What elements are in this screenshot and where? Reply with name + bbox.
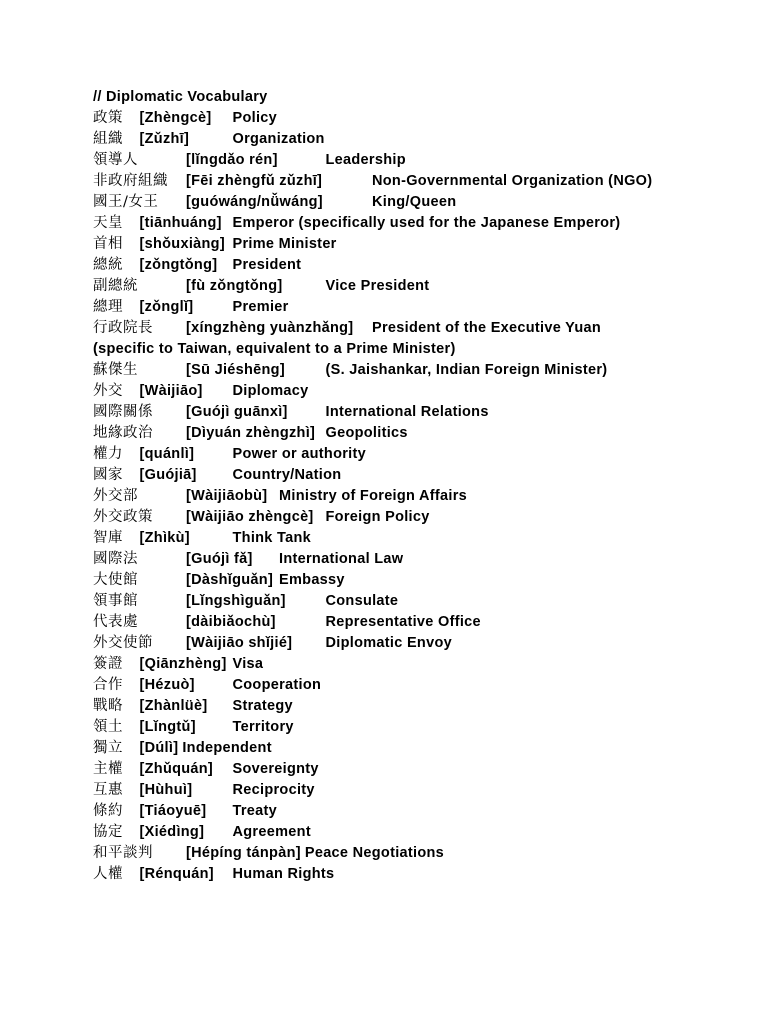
pinyin: [tiānhuáng] xyxy=(139,215,222,231)
chinese-term: 組織 xyxy=(93,131,123,147)
pinyin: [Zhànlüè] xyxy=(139,698,208,714)
chinese-term: 領事館 xyxy=(93,593,138,609)
pinyin: [Wàijiāo zhèngcè] xyxy=(186,509,314,525)
vocab-entry xyxy=(93,738,663,759)
chinese-term: 首相 xyxy=(93,236,123,252)
english-translation: Leadership xyxy=(325,152,406,168)
pinyin: [Wàijiāo shǐjié] xyxy=(186,635,293,651)
pinyin: [zǒnglǐ] xyxy=(139,299,194,315)
pinyin: [Qiānzhèng] xyxy=(139,656,227,672)
english-translation: Organization xyxy=(232,131,325,147)
chinese-term: 戰略 xyxy=(93,698,123,714)
chinese-term: 獨立 xyxy=(93,740,123,756)
chinese-term: 外交 xyxy=(93,383,123,399)
chinese-term: 和平談判 xyxy=(93,845,153,861)
chinese-term: 互惠 xyxy=(93,782,123,798)
vocab-entry xyxy=(93,591,663,612)
pinyin: [Hézuò] xyxy=(139,677,195,693)
english-translation: (S. Jaishankar, Indian Foreign Minister) xyxy=(325,362,608,378)
vocab-entry xyxy=(93,276,663,297)
pinyin: [Zhìkù] xyxy=(139,530,190,546)
vocab-entry xyxy=(93,675,663,696)
english-translation: Geopolitics xyxy=(325,425,408,441)
vocab-entry xyxy=(93,171,663,192)
pinyin: [Dìyuán zhèngzhì] xyxy=(186,425,316,441)
chinese-term: 智庫 xyxy=(93,530,123,546)
english-translation: Treaty xyxy=(232,803,278,819)
vocab-entry xyxy=(93,360,663,381)
english-translation: Non-Governmental Organization (NGO) xyxy=(372,173,653,189)
english-translation: Ministry of Foreign Affairs xyxy=(279,488,468,504)
vocab-entry xyxy=(93,150,663,171)
pinyin: [Tiáoyuē] xyxy=(139,803,207,819)
vocab-entry xyxy=(93,843,663,864)
chinese-term: 政策 xyxy=(93,110,123,126)
pinyin: [quánlì] xyxy=(139,446,195,462)
vocab-entry xyxy=(93,465,663,486)
english-translation: Peace Negotiations xyxy=(304,845,445,861)
english-translation: Territory xyxy=(232,719,294,735)
vocab-entry xyxy=(93,213,663,234)
chinese-term: 代表處 xyxy=(93,614,138,630)
english-translation: Prime Minister xyxy=(232,236,337,252)
pinyin: [Lǐngshìguǎn] xyxy=(186,593,286,609)
vocab-entry xyxy=(93,864,663,885)
pinyin: [Fēi zhèngfǔ zǔzhī] xyxy=(186,173,323,189)
pinyin: [shǒuxiàng] xyxy=(139,236,225,252)
english-translation: Consulate xyxy=(325,593,399,609)
chinese-term: 大使館 xyxy=(93,572,138,588)
vocab-entry xyxy=(93,570,663,591)
pinyin: [Rénquán] xyxy=(139,866,214,882)
english-translation: Sovereignty xyxy=(232,761,319,777)
pinyin: [xíngzhèng yuànzhǎng] xyxy=(186,320,354,336)
chinese-term: 總統 xyxy=(93,257,123,273)
pinyin: [Guójì fǎ] xyxy=(186,551,253,567)
chinese-term: 領土 xyxy=(93,719,123,735)
vocab-entry xyxy=(93,780,663,801)
chinese-term: 蘇傑生 xyxy=(93,362,138,378)
vocab-entry xyxy=(93,717,663,738)
chinese-term: 領導人 xyxy=(93,152,138,168)
vocab-entry xyxy=(93,633,663,654)
english-translation: Visa xyxy=(232,656,264,672)
pinyin: [fù zǒngtǒng] xyxy=(186,278,283,294)
pinyin: [Guójì guānxì] xyxy=(186,404,288,420)
chinese-term: 協定 xyxy=(93,824,123,840)
chinese-term: 外交使節 xyxy=(93,635,153,651)
vocab-entry xyxy=(93,255,663,276)
english-translation: Vice President xyxy=(325,278,430,294)
vocab-entry xyxy=(93,381,663,402)
english-translation: Independent xyxy=(182,740,272,756)
english-translation: Country/Nation xyxy=(232,467,342,483)
english-translation: International Law xyxy=(279,551,404,567)
english-translation: Policy xyxy=(232,110,278,126)
english-translation: President xyxy=(232,257,302,273)
english-translation: Embassy xyxy=(279,572,345,588)
pinyin: [zǒngtǒng] xyxy=(139,257,218,273)
chinese-term: 國王/女王 xyxy=(93,194,159,210)
chinese-term: 地緣政治 xyxy=(93,425,153,441)
pinyin: [Guójiā] xyxy=(139,467,197,483)
english-translation: Think Tank xyxy=(232,530,311,546)
english-translation: Diplomatic Envoy xyxy=(325,635,452,651)
chinese-term: 外交政策 xyxy=(93,509,153,525)
chinese-term: 簽證 xyxy=(93,656,123,672)
vocab-entry xyxy=(93,549,663,570)
pinyin: [guówáng/nǚwáng] xyxy=(186,194,323,210)
document-title: // Diplomatic Vocabulary xyxy=(93,89,268,105)
english-translation: Premier xyxy=(232,299,289,315)
pinyin: [Zhèngcè] xyxy=(139,110,212,126)
english-translation: Foreign Policy xyxy=(325,509,430,525)
english-translation: President of the Executive Yuan (specific to Taiwan, equivalent to a Prime Minister) xyxy=(93,320,602,357)
english-translation: Emperor (specifically used for the Japanese Emperor) xyxy=(232,215,621,231)
english-translation: Human Rights xyxy=(232,866,335,882)
entries-container xyxy=(93,108,663,885)
pinyin: [Hùhuì] xyxy=(139,782,193,798)
vocab-entry xyxy=(93,528,663,549)
vocab-entry xyxy=(93,234,663,255)
english-translation: Agreement xyxy=(232,824,311,840)
vocab-entry xyxy=(93,654,663,675)
pinyin: [Dàshǐguǎn] xyxy=(186,572,274,588)
pinyin: [Wàijiāobù] xyxy=(186,488,268,504)
vocab-entry xyxy=(93,108,663,129)
pinyin: [Dúlì] xyxy=(139,740,179,756)
pinyin: [Lǐngtǔ] xyxy=(139,719,196,735)
vocab-entry xyxy=(93,507,663,528)
english-translation: International Relations xyxy=(325,404,489,420)
english-translation: King/Queen xyxy=(372,194,457,210)
english-translation: Power or authority xyxy=(232,446,366,462)
vocabulary-list xyxy=(93,87,663,885)
chinese-term: 國際關係 xyxy=(93,404,153,420)
vocab-entry xyxy=(93,759,663,780)
vocab-entry xyxy=(93,696,663,717)
chinese-term: 條約 xyxy=(93,803,123,819)
vocab-entry xyxy=(93,423,663,444)
chinese-term: 國家 xyxy=(93,467,123,483)
english-translation: Diplomacy xyxy=(232,383,309,399)
vocab-entry xyxy=(93,129,663,150)
chinese-term: 人權 xyxy=(93,866,123,882)
chinese-term: 權力 xyxy=(93,446,123,462)
vocab-entry xyxy=(93,801,663,822)
chinese-term: 合作 xyxy=(93,677,123,693)
vocab-entry xyxy=(93,192,663,213)
chinese-term: 行政院長 xyxy=(93,320,153,336)
vocab-entry xyxy=(93,822,663,843)
pinyin: [Hépíng tánpàn] xyxy=(186,845,301,861)
pinyin: [Xiédìng] xyxy=(139,824,205,840)
chinese-term: 國際法 xyxy=(93,551,138,567)
vocab-entry xyxy=(93,612,663,633)
english-translation: Cooperation xyxy=(232,677,322,693)
chinese-term: 主權 xyxy=(93,761,123,777)
english-translation: Strategy xyxy=(232,698,293,714)
vocab-entry xyxy=(93,297,663,318)
chinese-term: 副總統 xyxy=(93,278,138,294)
chinese-term: 總理 xyxy=(93,299,123,315)
english-translation: Representative Office xyxy=(325,614,481,630)
vocab-entry xyxy=(93,444,663,465)
pinyin: [dàibiǎochù] xyxy=(186,614,276,630)
pinyin: [Sū Jiéshēng] xyxy=(186,362,285,378)
chinese-term: 外交部 xyxy=(93,488,138,504)
pinyin: [lǐngdǎo rén] xyxy=(186,152,278,168)
vocab-entry xyxy=(93,402,663,423)
pinyin: [Zhǔquán] xyxy=(139,761,214,777)
vocab-entry xyxy=(93,318,663,360)
pinyin: [Zǔzhī] xyxy=(139,131,190,147)
pinyin: [Wàijiāo] xyxy=(139,383,203,399)
english-translation: Reciprocity xyxy=(232,782,315,798)
vocab-entry xyxy=(93,486,663,507)
chinese-term: 非政府組織 xyxy=(93,173,168,189)
chinese-term: 天皇 xyxy=(93,215,123,231)
